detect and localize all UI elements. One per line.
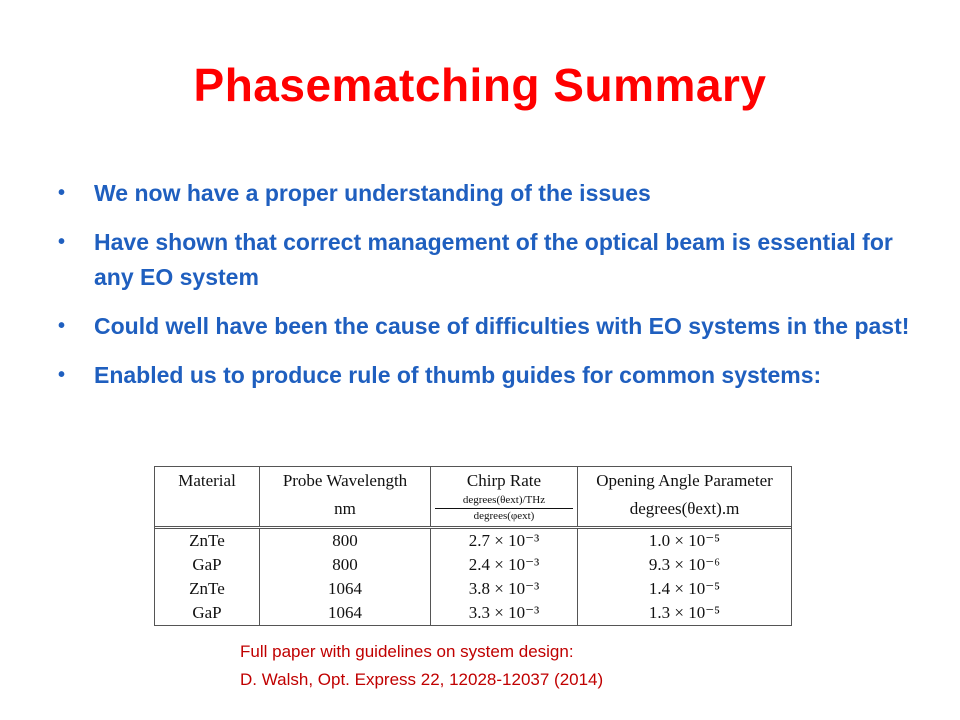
cell-angle: 1.3 × 10⁻⁵	[578, 601, 792, 625]
cell-material: GaP	[192, 554, 222, 574]
guidelines-table	[154, 466, 792, 626]
table-row	[155, 553, 791, 577]
header-probe-unit: nm	[334, 499, 356, 518]
table-row	[155, 601, 791, 625]
cell-wavelength: 1064	[260, 601, 431, 625]
cell-chirp: 3.3 × 10⁻³	[431, 601, 578, 625]
bullet-item	[58, 225, 928, 295]
cell-angle: 9.3 × 10⁻⁶	[578, 553, 792, 577]
cell-chirp: 2.7 × 10⁻³	[431, 527, 578, 553]
bullet-text: Have shown that correct management of the optical beam is essential for any EO system	[94, 229, 893, 290]
bullet-dot-icon: •	[58, 231, 66, 253]
bullet-dot-icon: •	[58, 182, 66, 204]
chirp-unit-numerator: degrees(θext)/THz	[435, 494, 573, 509]
cell-angle: 1.4 × 10⁻⁵	[578, 577, 792, 601]
table-row	[155, 527, 791, 553]
reference-line-1: Full paper with guidelines on system design:	[240, 642, 574, 661]
table-row	[155, 577, 791, 601]
cell-wavelength: 800	[260, 527, 431, 553]
table	[155, 467, 791, 625]
header-angle-unit: degrees(θext).m	[629, 499, 740, 518]
bullet-text: We now have a proper understanding of the issues	[94, 180, 651, 206]
table-header-row	[155, 467, 791, 527]
bullet-item	[58, 176, 928, 211]
cell-material: ZnTe	[189, 578, 225, 598]
cell-material: ZnTe	[189, 530, 225, 550]
header-chirp-rate: Chirp Rate degrees(θext)/THz degrees(φext)	[431, 467, 578, 527]
cell-wavelength: 800	[260, 553, 431, 577]
cell-material: GaP	[192, 602, 222, 622]
chirp-unit-denominator: degrees(φext)	[473, 510, 535, 522]
reference-note	[240, 638, 603, 694]
cell-angle: 1.0 × 10⁻⁵	[578, 527, 792, 553]
header-material: Material	[178, 471, 236, 490]
cell-wavelength: 1064	[260, 577, 431, 601]
bullet-item	[58, 309, 928, 344]
bullet-list	[58, 176, 928, 407]
header-chirp-unit	[435, 494, 573, 523]
slide-title: Phasematching Summary	[193, 59, 767, 111]
reference-line-2: D. Walsh, Opt. Express 22, 12028-12037 (2014)	[240, 670, 604, 689]
bullet-dot-icon: •	[58, 364, 66, 386]
bullet-item	[58, 358, 928, 393]
bullet-dot-icon: •	[58, 315, 66, 337]
bullet-text: Enabled us to produce rule of thumb guides for common systems:	[94, 362, 822, 388]
cell-chirp: 3.8 × 10⁻³	[431, 577, 578, 601]
header-opening-angle: Opening Angle Parameter degrees(θext).m	[578, 467, 792, 527]
header-probe-wavelength: Probe Wavelength nm	[260, 467, 431, 527]
cell-chirp: 2.4 × 10⁻³	[431, 553, 578, 577]
bullet-text: Could well have been the cause of difficulties with EO systems in the past!	[94, 313, 910, 339]
